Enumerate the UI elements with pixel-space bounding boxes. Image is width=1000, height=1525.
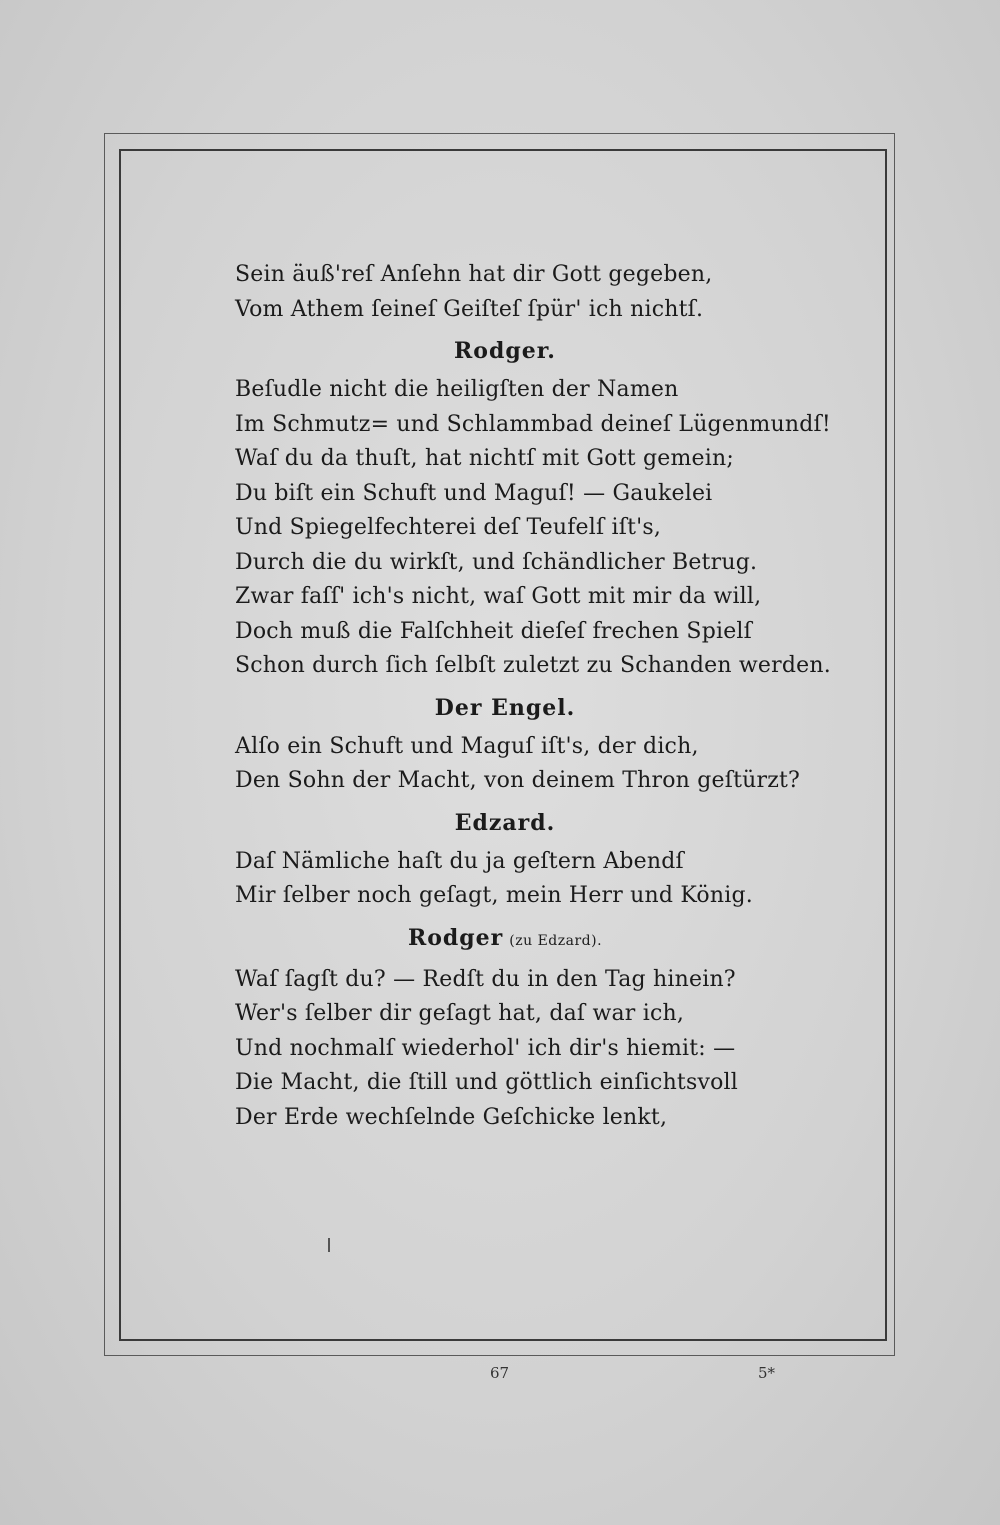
- verse-block-5: [235, 963, 795, 1136]
- verse-block-1: [235, 258, 795, 327]
- page-number: 67: [490, 1364, 510, 1382]
- verse-line: Durch die du wirkſt, und ſchändlicher Betrug.: [235, 549, 758, 575]
- verse-line: Vom Athem ſeineſ Geiſteſ ſpür' ich nichtſ.: [235, 296, 704, 322]
- speaker-heading-edzard: Edzard.: [454, 809, 556, 836]
- verse-line: Sein äuß'reſ Anſehn hat dir Gott gegeben,: [235, 262, 713, 287]
- verse-line: Und Spiegelfechterei deſ Teufelſ iſt's,: [235, 515, 662, 540]
- verse-line: Zwar faſſ' ich's nicht, waſ Gott mit mir da will,: [235, 584, 762, 609]
- verse-line: Waſ ſagſt du? — Redſt du in den Tag hinein?: [235, 966, 736, 992]
- verse-line: Die Macht, die ſtill und göttlich einſichtsvoll: [235, 1070, 739, 1095]
- verse-block-3: [235, 730, 801, 799]
- speaker-heading-rodger: Rodger.: [454, 338, 556, 364]
- verse-line: Doch muß die Falſchheit dieſeſ frechen Spielſ: [235, 618, 753, 644]
- verse-line: Du biſt ein Schuft und Maguſ! — Gaukelei: [235, 480, 713, 506]
- verse-line: Alſo ein Schuft und Maguſ iſt's, der dich,: [235, 733, 699, 759]
- verse-block-4: [235, 845, 795, 914]
- verse-line: Im Schmutz= und Schlammbad deineſ Lügenmundſ!: [235, 411, 831, 437]
- verse-line: Schon durch ſich ſelbſt zuletzt zu Schanden werden.: [235, 653, 831, 678]
- verse-line: Der Erde wechſelnde Geſchicke lenkt,: [235, 1104, 668, 1130]
- verse-text: [235, 258, 831, 1135]
- verse-line: Und nochmalſ wiederhol' ich dir's hiemit: —: [235, 1035, 736, 1061]
- verse-line: Den Sohn der Macht, von deinem Thron geſtürzt?: [235, 768, 801, 793]
- verse-line: Mir ſelber noch geſagt, mein Herr und König.: [235, 883, 753, 908]
- speaker-name: Rodger: [407, 924, 504, 951]
- verse-line: Daſ Nämliche haſt du ja geſtern Abendſ: [235, 848, 684, 874]
- verse-line: Waſ du da thuſt, hat nichtſ mit Gott gemein;: [235, 446, 734, 471]
- signature-mark: 5*: [758, 1364, 776, 1382]
- verse-line: Beſudle nicht die heiligſten der Namen: [235, 377, 679, 402]
- speaker-heading-rodger-2: [235, 920, 775, 959]
- speaker-heading-engel: Der Engel.: [434, 694, 576, 721]
- verse-line: Wer's ſelber dir geſagt hat, daſ war ich,: [235, 1001, 685, 1026]
- print-mark: [328, 1238, 330, 1252]
- stage-direction: (zu Edzard).: [509, 932, 603, 949]
- verse-block-2: [235, 373, 831, 684]
